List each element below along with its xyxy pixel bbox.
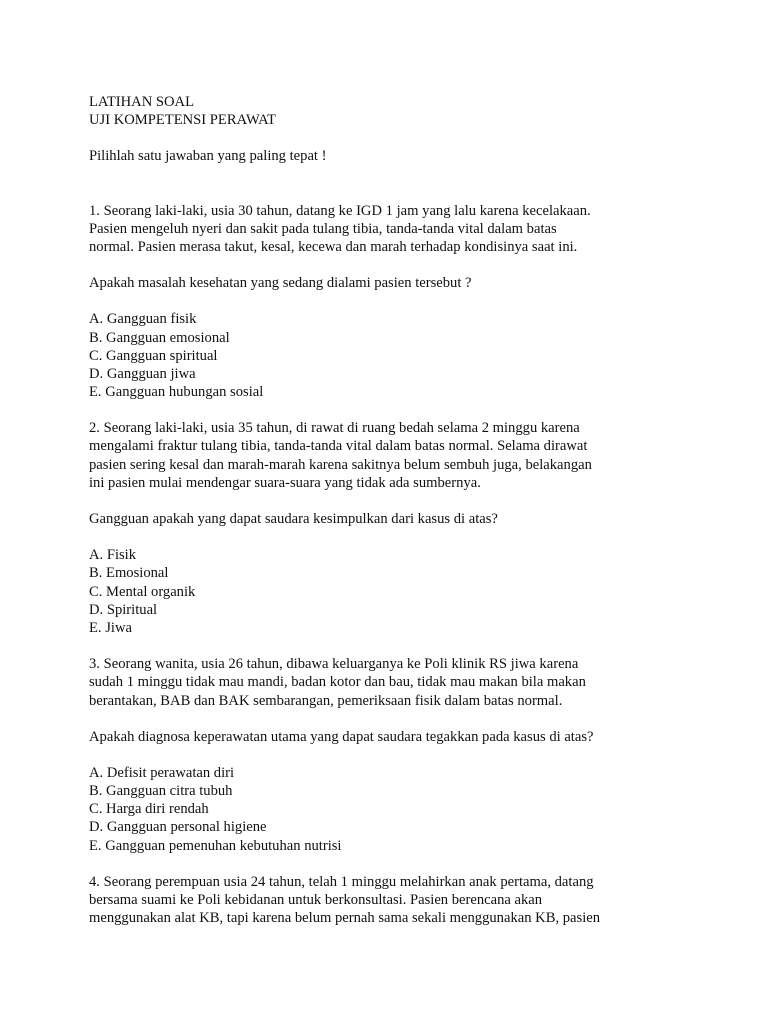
answer-option-e: E. Jiwa <box>89 619 132 636</box>
spacer <box>89 710 729 728</box>
question-case-line: menggunakan alat KB, tapi karena belum pernah sama sekali menggunakan KB, pasien <box>89 910 601 927</box>
question-case-line: 4. Seorang perempuan usia 24 tahun, telah 1 minggu melahirkan anak pertama, datang <box>89 873 594 890</box>
question-4 <box>89 873 729 928</box>
question-case-line: 3. Seorang wanita, usia 26 tahun, dibawa keluarganya ke Poli klinik RS jiwa karena <box>89 656 579 673</box>
answer-option-c: C. Gangguan spiritual <box>89 347 218 364</box>
question-case-line: berantakan, BAB dan BAK sembarangan, pemeriksaan fisik dalam batas normal. <box>89 692 563 709</box>
question-case-line: sudah 1 minggu tidak mau mandi, badan kotor dan bau, tidak mau makan bila makan <box>89 674 586 691</box>
answer-option-d: D. Spiritual <box>89 601 158 618</box>
spacer <box>89 637 729 655</box>
question-case-line: pasien sering kesal dan marah-marah karena sakitnya belum sembuh juga, belakangan <box>89 456 592 473</box>
question-case-line: 1. Seorang laki-laki, usia 30 tahun, datang ke IGD 1 jam yang lalu karena kecelakaan. <box>89 202 591 219</box>
spacer <box>89 746 729 764</box>
spacer <box>89 292 729 310</box>
answer-option-c: C. Mental organik <box>89 583 196 600</box>
question-case-line: 2. Seorang laki-laki, usia 35 tahun, di rawat di ruang bedah selama 2 minggu karena <box>89 420 580 437</box>
question-case-line: normal. Pasien merasa takut, kesal, kecewa dan marah terhadap kondisinya saat ini. <box>89 238 578 255</box>
question-prompt: Apakah diagnosa keperawatan utama yang dapat saudara tegakkan pada kasus di atas? <box>89 728 594 745</box>
answer-option-e: E. Gangguan hubungan sosial <box>89 384 264 401</box>
answer-option-e: E. Gangguan pemenuhan kebutuhan nutrisi <box>89 837 342 854</box>
question-1 <box>89 202 729 402</box>
answer-option-d: D. Gangguan personal higiene <box>89 819 267 836</box>
answer-option-b: B. Gangguan emosional <box>89 329 230 346</box>
spacer <box>89 401 729 419</box>
spacer <box>89 528 729 546</box>
answer-option-a: A. Fisik <box>89 547 137 564</box>
spacer <box>89 129 729 147</box>
answer-option-d: D. Gangguan jiwa <box>89 365 196 382</box>
spacer <box>89 166 729 202</box>
answer-option-a: A. Gangguan fisik <box>89 311 197 328</box>
document-title: LATIHAN SOAL <box>89 94 194 110</box>
answer-option-b: B. Emosional <box>89 565 169 582</box>
answer-option-b: B. Gangguan citra tubuh <box>89 783 233 800</box>
answer-option-a: A. Defisit perawatan diri <box>89 764 235 781</box>
answer-option-c: C. Harga diri rendah <box>89 801 209 818</box>
question-case-line: Pasien mengeluh nyeri dan sakit pada tulang tibia, tanda-tanda vital dalam batas <box>89 220 557 237</box>
question-prompt: Apakah masalah kesehatan yang sedang dialami pasien tersebut ? <box>89 275 472 292</box>
question-case-line: mengalami fraktur tulang tibia, tanda-tanda vital dalam batas normal. Selama dirawat <box>89 438 588 455</box>
question-case-line: bersama suami ke Poli kebidanan untuk berkonsultasi. Pasien berencana akan <box>89 892 543 908</box>
spacer <box>89 492 729 510</box>
document-page <box>89 93 729 927</box>
document-subtitle: UJI KOMPETENSI PERAWAT <box>89 112 276 129</box>
instruction-text: Pilihlah satu jawaban yang paling tepat ! <box>89 148 327 165</box>
question-prompt: Gangguan apakah yang dapat saudara kesimpulkan dari kasus di atas? <box>89 511 498 527</box>
spacer <box>89 256 729 274</box>
spacer <box>89 855 729 873</box>
question-2 <box>89 419 729 637</box>
question-case-line: ini pasien mulai mendengar suara-suara yang tidak ada sumbernya. <box>89 474 481 491</box>
question-3 <box>89 655 729 855</box>
